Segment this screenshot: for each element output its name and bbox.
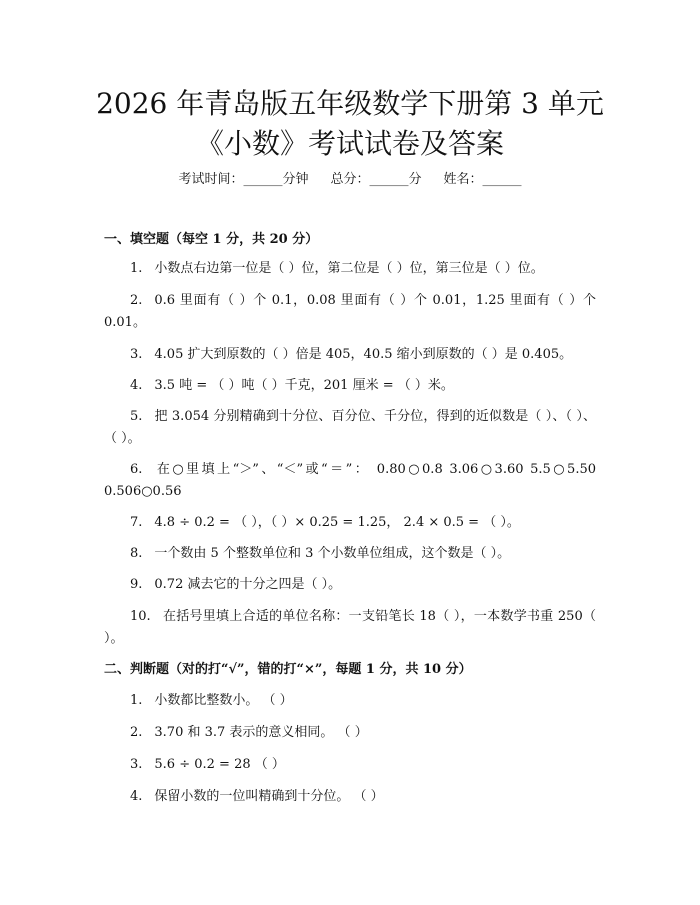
question-text: 4.05 扩大到原数的（ ）倍是 405，40.5 缩小到原数的（ ）是 0.405。 bbox=[154, 347, 573, 362]
question-number: 8. bbox=[130, 546, 143, 561]
student-name-field: 姓名：______ bbox=[443, 172, 522, 187]
question-item bbox=[104, 722, 596, 744]
question-item bbox=[104, 543, 596, 565]
question-item bbox=[104, 290, 596, 334]
question-item bbox=[104, 459, 596, 503]
section-heading-fill-in: 一、填空题（每空 1 分，共 20 分） bbox=[104, 232, 319, 247]
question-text: 小数都比整数小。 （ ） bbox=[154, 693, 293, 708]
question-item bbox=[104, 786, 596, 808]
exam-info-line bbox=[0, 170, 700, 190]
question-number: 2. bbox=[130, 725, 143, 740]
question-text: 3.70 和 3.7 表示的意义相同。 （ ） bbox=[154, 725, 368, 740]
question-number: 3. bbox=[130, 757, 143, 772]
question-number: 1. bbox=[130, 693, 143, 708]
question-text: 0.6 里面有（ ）个 0.1，0.08 里面有（ ）个 0.01，1.25 里面有（ ）个 0.01。 bbox=[104, 293, 596, 330]
question-number: 5. bbox=[130, 409, 143, 424]
question-text: 在括号里填上合适的单位名称：一支铅笔长 18（ ），一本数学书重 250（ ）。 bbox=[104, 609, 596, 646]
question-number: 4. bbox=[130, 378, 143, 393]
question-number: 3. bbox=[130, 347, 143, 362]
question-item bbox=[104, 406, 596, 450]
question-item bbox=[104, 690, 596, 712]
question-item bbox=[104, 344, 596, 366]
question-text: 把 3.054 分别精确到十分位、百分位、千分位，得到的近似数是（ ）、（ ）、（ ）。 bbox=[104, 409, 596, 446]
question-text: 5.6 ÷ 0.2 = 28 （ ） bbox=[154, 757, 285, 772]
question-item bbox=[104, 606, 596, 650]
question-item bbox=[104, 258, 596, 280]
question-number: 6. bbox=[130, 462, 143, 477]
question-number: 4. bbox=[130, 789, 143, 804]
question-number: 10. bbox=[130, 609, 151, 624]
question-item bbox=[104, 574, 596, 596]
question-item bbox=[104, 375, 596, 397]
question-text: 保留小数的一位叫精确到十分位。 （ ） bbox=[154, 789, 384, 804]
question-item bbox=[104, 512, 596, 534]
question-number: 7. bbox=[130, 515, 143, 530]
question-text: 3.5 吨 = （ ）吨（ ）千克，201 厘米 = （ ）米。 bbox=[154, 378, 454, 393]
question-text: 一个数由 5 个整数单位和 3 个小数单位组成，这个数是（ ）。 bbox=[154, 546, 511, 561]
question-number: 1. bbox=[130, 261, 143, 276]
total-score-field: 总分：______分 bbox=[330, 172, 422, 187]
question-number: 9. bbox=[130, 577, 143, 592]
exam-title: 2026 年青岛版五年级数学下册第 3 单元《小数》考试试卷及答案 bbox=[96, 87, 604, 160]
question-text: 小数点右边第一位是（ ）位，第二位是（ ）位，第三位是（ ）位。 bbox=[154, 261, 544, 276]
question-text: 4.8 ÷ 0.2 = （ ），（ ）× 0.25 = 1.25， 2.4 × 0.5 = （ ）。 bbox=[154, 515, 520, 530]
exam-time-field: 考试时间：______分钟 bbox=[178, 172, 309, 187]
section-heading-true-false: 二、判断题（对的打“√”，错的打“×”，每题 1 分，共 10 分） bbox=[104, 662, 472, 677]
question-text: 0.72 减去它的十分之四是（ ）。 bbox=[154, 577, 342, 592]
question-text: 在○里填上“＞”、“＜”或“＝”： 0.80○0.8 3.06○3.60 5.5○5.50 0.506○0.56 bbox=[104, 462, 596, 499]
question-number: 2. bbox=[130, 293, 143, 308]
question-item bbox=[104, 754, 596, 776]
